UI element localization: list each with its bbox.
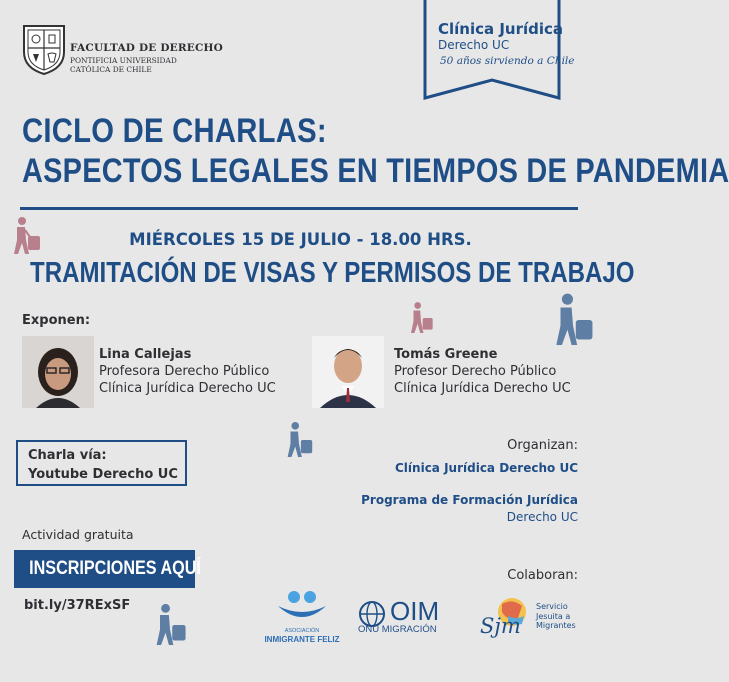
faculty-title: FACULTAD DE DERECHO (70, 42, 223, 54)
stream-channel: Youtube Derecho UC (28, 467, 178, 482)
free-activity-label: Actividad gratuita (22, 527, 134, 542)
collaborators-label: Colaboran: (507, 568, 578, 583)
stream-label: Charla vía: (28, 448, 107, 463)
traveler-icon (150, 600, 190, 650)
ribbon-tagline: 50 años sirviendo a Chile (440, 55, 575, 67)
title-divider (20, 207, 578, 210)
sjm-name (536, 602, 576, 631)
event-date: MIÉRCOLES 15 DE JULIO - 18.00 HRS. (129, 230, 472, 249)
event-series-title: CICLO DE CHARLAS: (22, 112, 327, 150)
speakers-label: Exponen: (22, 313, 91, 328)
event-series-subtitle: ASPECTOS LEGALES EN TIEMPOS DE PANDEMIA (22, 152, 729, 190)
ribbon-title: Clínica Jurídica (438, 20, 564, 38)
traveler-icon (406, 300, 436, 336)
faculty-subtitle-line2: CATÓLICA DE CHILE (70, 65, 152, 74)
organizer-programa-sub: Derecho UC (506, 510, 578, 524)
oim-logo (358, 598, 458, 638)
speaker-org: Clínica Jurídica Derecho UC (394, 381, 571, 396)
sjm-line3: Migrantes (536, 621, 576, 630)
smile-icon (262, 588, 342, 626)
sjm-line2: Jesuita a (536, 611, 571, 621)
faculty-subtitle (70, 56, 177, 74)
faculty-crest-logo (20, 22, 68, 76)
event-topic: TRAMITACIÓN DE VISAS Y PERMISOS DE TRABAJO (30, 257, 635, 289)
aif-line2: INMIGRANTE FELIZ (264, 635, 340, 644)
avatar (22, 336, 94, 408)
oim-subtext: ONU MIGRACIÓN (358, 624, 437, 635)
inmigrante-feliz-logo (262, 588, 342, 652)
organizer-clinica: Clínica Jurídica Derecho UC (395, 461, 578, 475)
speaker-photo-lina (22, 336, 94, 408)
faculty-subtitle-line1: PONTIFICIA UNIVERSIDAD (70, 56, 177, 65)
aif-line1: ASOCIACIÓN (284, 628, 320, 634)
avatar (312, 336, 384, 408)
organizers-label: Organizan: (507, 438, 578, 453)
speaker-name: Lina Callejas (99, 347, 192, 362)
ribbon-subtitle: Derecho UC (438, 38, 510, 52)
speaker-role: Profesora Derecho Público (99, 364, 270, 379)
sjm-logo (478, 594, 588, 650)
sjm-mark: Sjm (480, 614, 521, 638)
sjm-line1: Servicio (536, 602, 568, 611)
speaker-org: Clínica Jurídica Derecho UC (99, 381, 276, 396)
organizer-programa: Programa de Formación Jurídica (361, 493, 578, 507)
registration-link[interactable]: bit.ly/37RExSF (24, 598, 131, 613)
register-button-label: INSCRIPCIONES AQUÍ (29, 558, 201, 579)
speaker-photo-tomas (312, 336, 384, 408)
speaker-name: Tomás Greene (394, 347, 498, 362)
oim-text: OIM (390, 596, 440, 626)
speaker-role: Profesor Derecho Público (394, 364, 557, 379)
traveler-icon (548, 290, 598, 350)
